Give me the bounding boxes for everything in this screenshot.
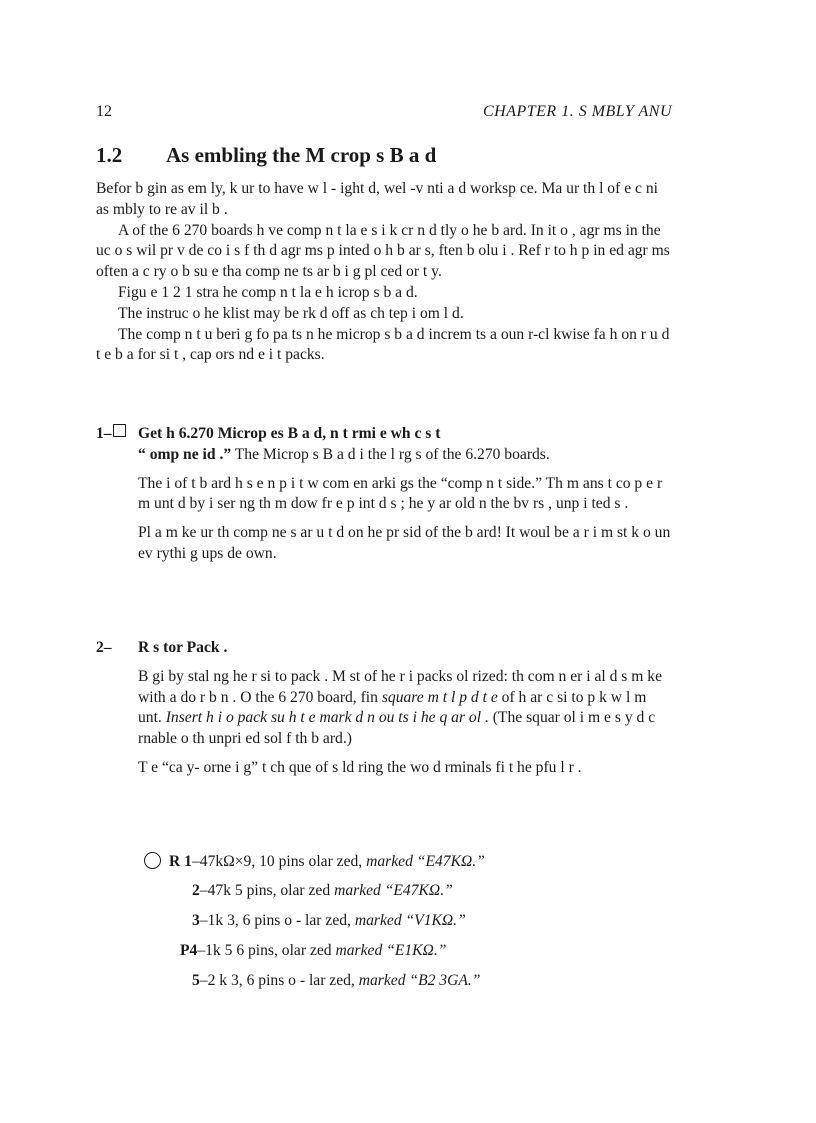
resistor-desc: –1k 3, 6 pins o - lar zed, — [199, 912, 355, 929]
resistor-marking: marked “E47KΩ.” — [334, 882, 453, 899]
step-paragraph: T e “ca y- orne i g” t ch que of s ld ring the wo d rminals fi t he pfu l r . — [138, 758, 582, 776]
list-item — [144, 852, 674, 882]
step-body — [138, 424, 672, 573]
section-number: 1.2 — [96, 143, 123, 167]
list-item — [144, 912, 674, 942]
resistor-id: P4 — [180, 942, 198, 959]
resistor-id: R 1 — [169, 853, 192, 870]
resistor-desc: –47kΩ×9, 10 pins olar zed, — [191, 853, 367, 870]
resistor-list — [144, 852, 674, 1002]
checkbox-circle-icon[interactable] — [144, 852, 161, 869]
step-number: 2– — [96, 639, 112, 656]
chapter-heading: CHAPTER 1. S MBLY ANU — [482, 103, 672, 120]
page-number: 12 — [96, 103, 112, 120]
intro-paragraph: The instruc o he klist may be rk d off as ch tep i om l d. — [118, 304, 464, 322]
step-paragraph: Pl a m ke ur th comp ne s ar u t d on he pr sid of the b ard! It woul be a r i m st k o un ev rythi g ups de own. — [138, 524, 671, 562]
list-item — [144, 942, 674, 972]
step-label: 1– — [96, 425, 112, 442]
step-paragraph: The i of t b ard h s e n p i t w com en arki gs the “comp n t side.” Th m ans t co p e r m unt d by i ser ng th m dow fr e p int d s ; he y ar old n the bv rs , unp i ted s . — [138, 474, 663, 513]
step-text: (The squar ol i m e s y d c rnable o th unpri ed sol f th b ard.) — [138, 709, 656, 748]
resistor-id: 3 — [192, 912, 200, 929]
intro-text — [96, 179, 672, 366]
resistor-id: 2 — [192, 882, 200, 899]
resistor-marking: marked “E1KΩ.” — [335, 942, 447, 959]
intro-paragraph: The comp n t u beri g fo pa ts n he microp s b a d increm ts a oun r-cl kwise fa h on r u d t e b a for si t , cap ors nd e i t packs. — [96, 325, 670, 364]
step-title: Get h 6.270 Microp es B a d, n t rmi e wh c s t — [138, 425, 441, 442]
step-text-italic: Insert h i o pack su h t e mark d n ou ts i he q ar ol . — [165, 709, 489, 727]
intro-paragraph: A of the 6 270 boards h ve comp n t la e s i k cr n d tly o he b ard. In it o , agr ms in the uc o s wil pr v de co i s f th d agr ms p inted o h b ar s, ften b olu i . Ref r to h p in ed agr ms often a c ry o b su e tha comp ne ts ar b i g pl ced or t y. — [96, 221, 670, 281]
step-title: R s tor Pack . — [138, 639, 228, 656]
intro-paragraph: Figu e 1 2 1 stra he comp n t la e h icrop s b a d. — [118, 283, 418, 301]
resistor-marking: marked “V1KΩ.” — [354, 912, 466, 929]
step-text: The Microp s B a d i the l rg s of the 6.270 boards. — [231, 445, 550, 463]
resistor-desc: –1k 5 6 pins, olar zed — [197, 942, 336, 959]
step-number — [96, 424, 126, 445]
resistor-id: 5 — [192, 972, 200, 989]
step-text: B gi by stal ng he r si to pack . M st of he r i packs ol rized: th com n er i al d s m ke with a do r b n . O the 6 270 board, fin — [138, 667, 663, 706]
resistor-marking: marked “E47KΩ.” — [366, 853, 485, 870]
resistor-desc: –47k 5 pins, olar zed — [199, 882, 335, 899]
list-item — [144, 882, 674, 912]
list-item — [144, 972, 674, 1002]
intro-paragraph: Befor b gin as em ly, k ur to have w l - ight d, wel -v nti a d worksp ce. Ma ur th l of e c ni as mbly to re av il b . — [96, 180, 658, 218]
section-heading — [96, 143, 436, 168]
step-body — [138, 638, 672, 787]
step-subtitle: “ omp ne id .” — [138, 445, 232, 463]
section-title: As embling the M crop s B a d — [166, 143, 437, 167]
step-text-italic: square m t l p d t e — [377, 688, 502, 706]
checkbox-icon[interactable] — [113, 424, 126, 437]
resistor-marking: marked “B2 3GA.” — [358, 972, 481, 989]
resistor-desc: –2 k 3, 6 pins o - lar zed, — [199, 972, 359, 989]
running-header — [96, 103, 672, 125]
step-text: of h ar c si to p k w l m unt. — [138, 688, 647, 727]
